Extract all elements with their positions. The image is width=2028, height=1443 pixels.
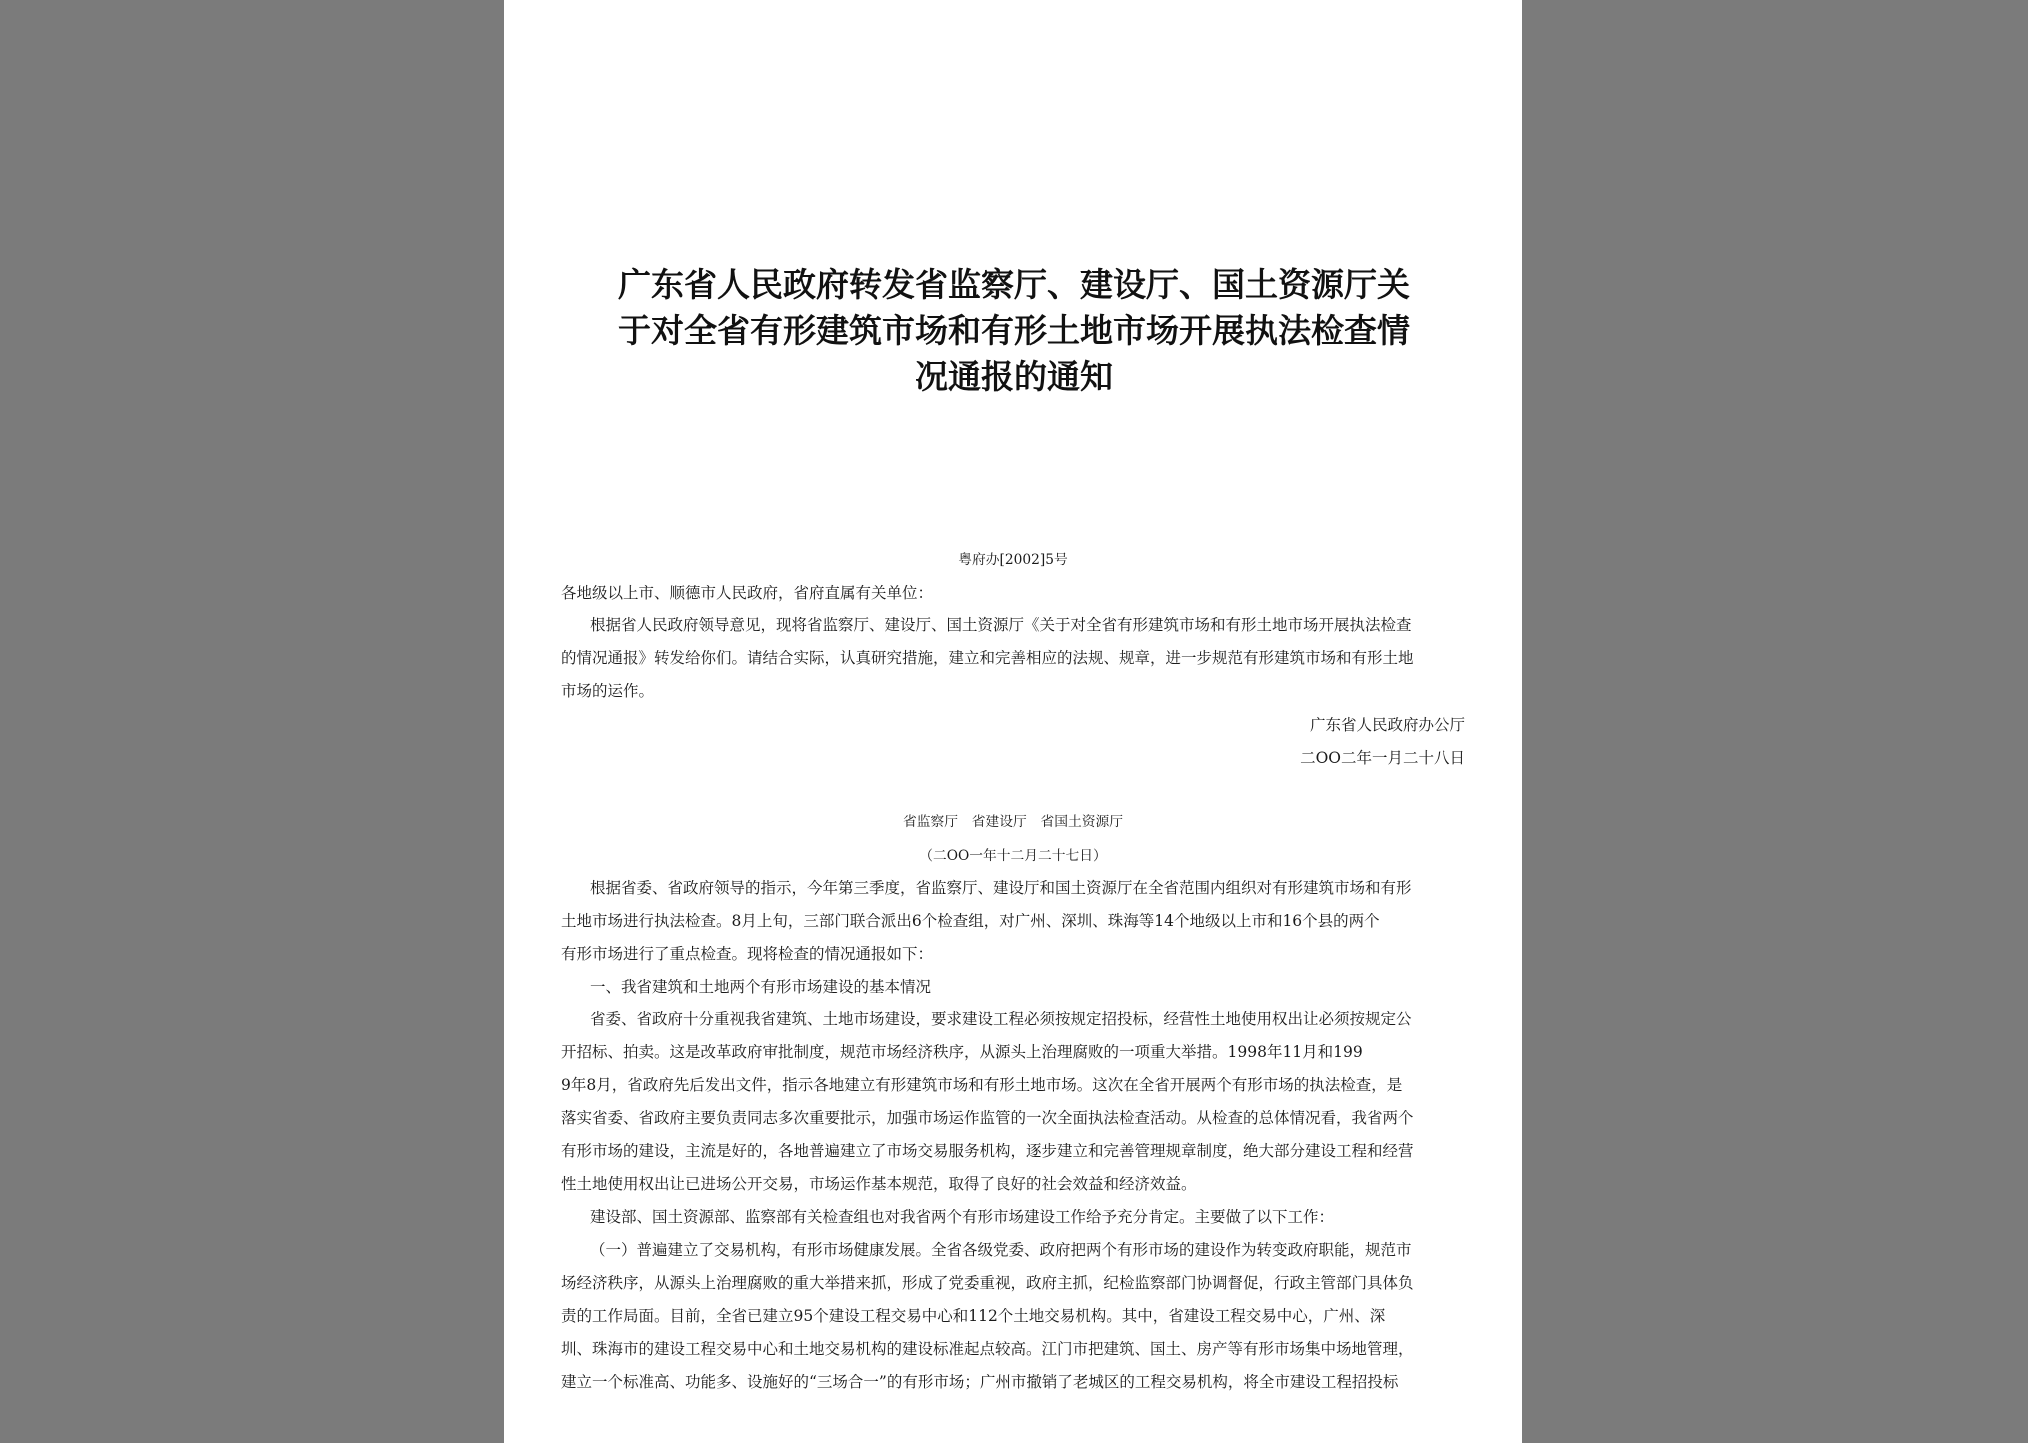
section-heading: 一、我省建筑和土地两个有形市场建设的基本情况	[590, 978, 932, 996]
report-authors: 省监察厅 省建设厅 省国土资源厅	[902, 814, 1123, 830]
subsection-paragraph-line: （一）普遍建立了交易机构，有形市场健康发展。全省各级党委、政府把两个有形市场的建设作为转变政府职能，规范市	[590, 1241, 1412, 1259]
report-intro-line: 有形市场进行了重点检查。现将检查的情况通报如下：	[561, 945, 934, 963]
title-line: 况通报的通知	[915, 357, 1113, 396]
section-paragraph-line: 性土地使用权出让已进场公开交易，市场运作基本规范，取得了良好的社会效益和经济效益。	[561, 1175, 1197, 1193]
subsection-paragraph-line: 场经济秩序，从源头上治理腐败的重大举措来抓，形成了党委重视，政府主抓，纪检监察部门协调督促，行政主管部门具体负	[561, 1274, 1414, 1292]
section-paragraph-line: 开招标、拍卖。这是改革政府审批制度，规范市场经济秩序，从源头上治理腐败的一项重大举措。1998年11月和199	[561, 1043, 1363, 1061]
issuer: 广东省人民政府办公厅	[1309, 716, 1465, 734]
issue-date: 二OO二年一月二十八日	[1300, 749, 1465, 767]
document-title	[564, 262, 1464, 400]
subsection-paragraph-line: 建立一个标准高、功能多、设施好的“三场合一”的有形市场；广州市撤销了老城区的工程交易机构，将全市建设工程招投标	[561, 1373, 1399, 1391]
section-paragraph-2: 建设部、国土资源部、监察部有关检查组也对我省两个有形市场建设工作给予充分肯定。主要做了以下工作：	[590, 1208, 1335, 1226]
notice-paragraph-line: 市场的运作。	[561, 682, 655, 700]
section-paragraph-line: 有形市场的建设，主流是好的，各地普遍建立了市场交易服务机构，逐步建立和完善管理规章制度，绝大部分建设工程和经营	[561, 1142, 1414, 1160]
addressee: 各地级以上市、顺德市人民政府，省府直属有关单位：	[561, 584, 934, 602]
section-paragraph-line: 落实省委、省政府主要负责同志多次重要批示，加强市场运作监管的一次全面执法检查活动。从检查的总体情况看，我省两个	[561, 1109, 1414, 1127]
notice-paragraph-line: 根据省人民政府领导意见，现将省监察厅、建设厅、国土资源厅《关于对全省有形建筑市场和有形土地市场开展执法检查	[590, 616, 1412, 634]
report-intro-line: 根据省委、省政府领导的指示，今年第三季度，省监察厅、建设厅和国土资源厅在全省范围内组织对有形建筑市场和有形	[590, 879, 1412, 897]
title-line: 于对全省有形建筑市场和有形土地市场开展执法检查情	[618, 311, 1410, 350]
title-line: 广东省人民政府转发省监察厅、建设厅、国土资源厅关	[618, 265, 1410, 304]
section-paragraph-line: 9年8月，省政府先后发出文件，指示各地建立有形建筑市场和有形土地市场。这次在全省开展两个有形市场的执法检查，是	[561, 1076, 1403, 1094]
document-page	[504, 0, 1522, 1443]
report-intro-line: 土地市场进行执法检查。8月上旬，三部门联合派出6个检查组，对广州、深圳、珠海等14个地级以上市和16个县的两个	[561, 912, 1380, 930]
section-paragraph-line: 省委、省政府十分重视我省建筑、土地市场建设，要求建设工程必须按规定招投标，经营性土地使用权出让必须按规定公	[590, 1010, 1412, 1028]
subsection-paragraph-line: 圳、珠海市的建设工程交易中心和土地交易机构的建设标准起点较高。江门市把建筑、国土、房产等有形市场集中场地管理，	[561, 1340, 1414, 1358]
subsection-paragraph-line: 责的工作局面。目前，全省已建立95个建设工程交易中心和112个土地交易机构。其中，省建设工程交易中心，广州、深	[561, 1307, 1386, 1325]
notice-paragraph-line: 的情况通报》转发给你们。请结合实际，认真研究措施，建立和完善相应的法规、规章，进一步规范有形建筑市场和有形土地	[561, 649, 1414, 667]
doc-number: 粤府办[2002]5号	[958, 552, 1068, 568]
report-date: （二OO一年十二月二十七日）	[919, 848, 1107, 864]
